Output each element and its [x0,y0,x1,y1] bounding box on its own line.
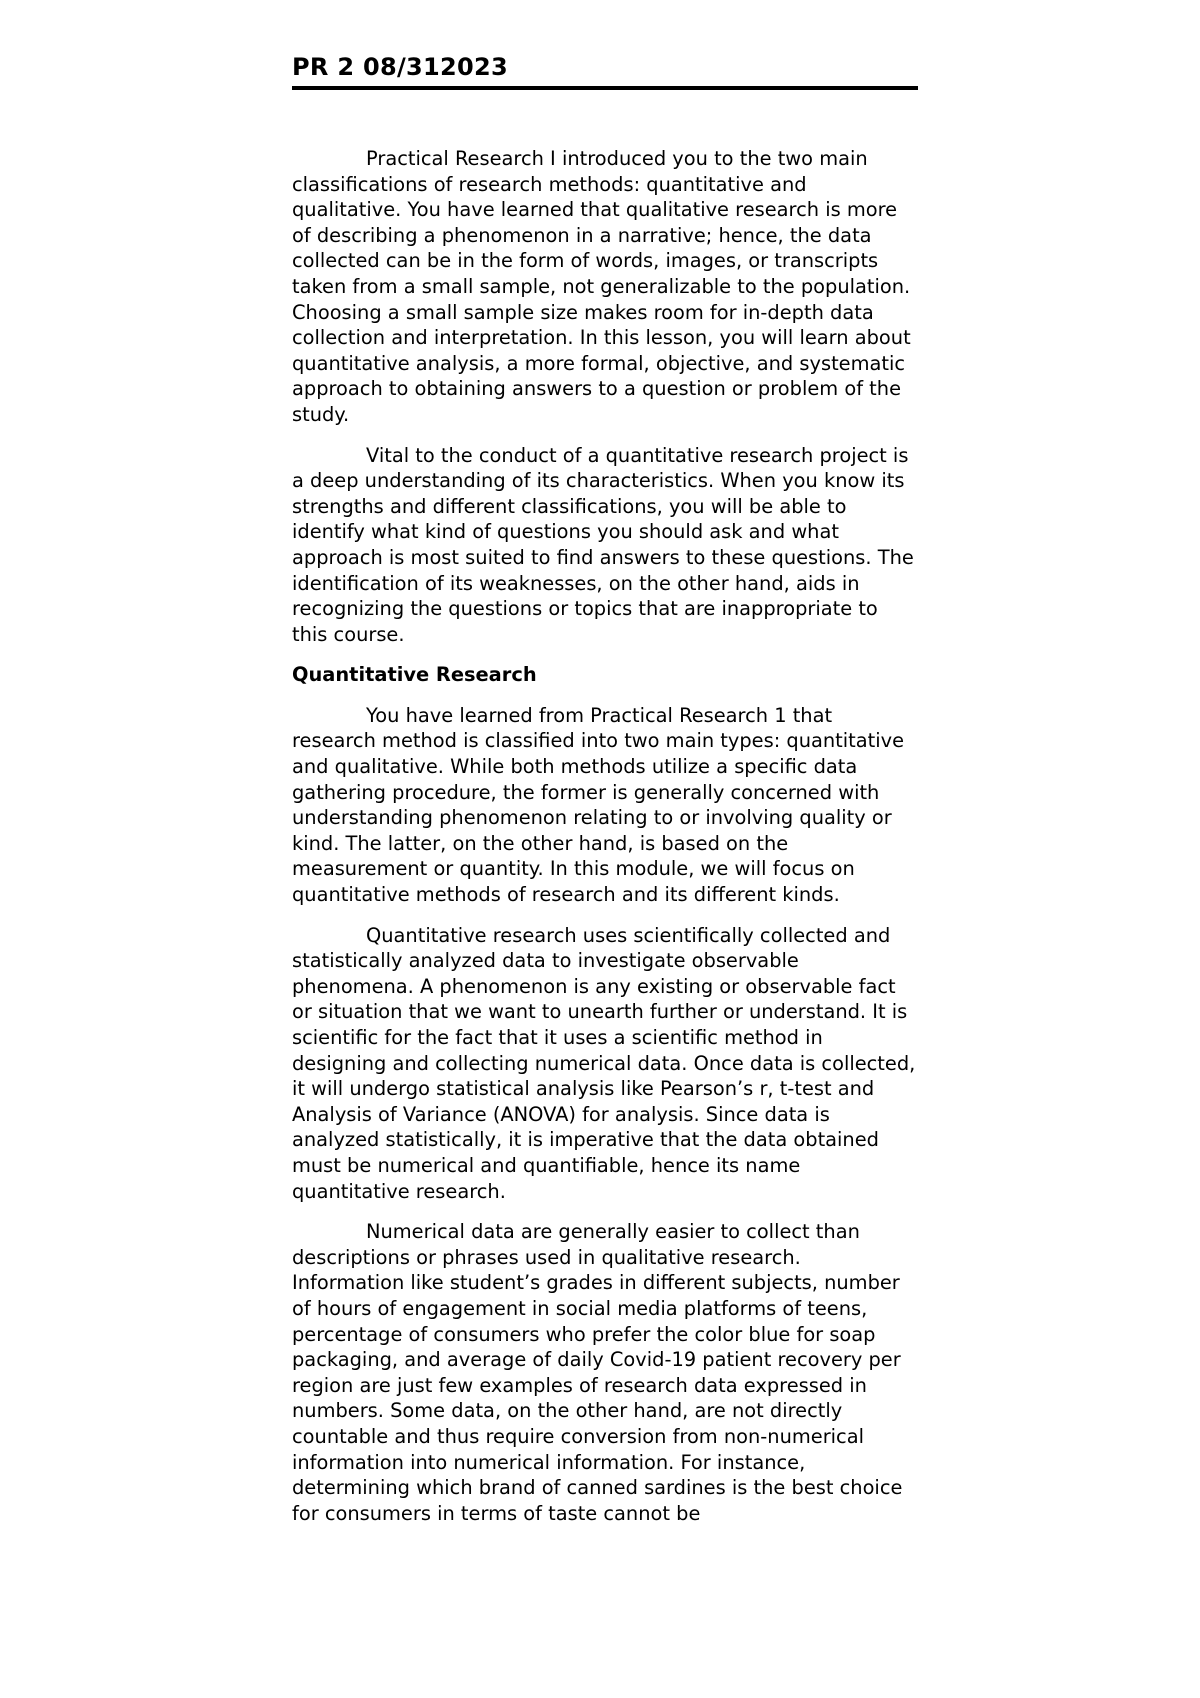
section-heading: Quantitative Research [292,663,537,687]
document-header-title: PR 2 08/312023 [292,50,918,90]
section-paragraph: Quantitative research uses scientifically collected and statistically analyzed data to investigate observable phenomena. A phenomenon is any existing or observable fact or situation that we want to unearth further or understand. It is scientific for the fact that it uses a scientific method in designing and collecting numerical data. Once data is collected, it will undergo statistical analysis like Pearson’s r, t-test and Analysis of Variance (ANOVA) for analysis. Since data is analyzed statistically, it is imperative that the data obtained must be numerical and quantifiable, hence its name quantitative research. [292,923,916,1203]
intro-paragraph: Practical Research I introduced you to the two main classifications of research methods: quantitative and qualitative. You have learned that qualitative research is more of describing a phenomenon in a narrative; hence, the data collected can be in the form of words, images, or transcripts taken from a small sample, not generalizable to the population. Choosing a small sample size makes room for in-depth data collection and interpretation. In this lesson, you will learn about quantitative analysis, a more formal, objective, and systematic approach to obtaining answers to a question or problem of the study. [292,147,911,426]
section-paragraph: You have learned from Practical Research 1 that research method is classified into two main types: quantitative and qualitative. While both methods utilize a specific data gathering procedure, the former is generally concerned with understanding phenomenon relating to or involving quality or kind. The latter, on the other hand, is based on the measurement or quantity. In this module, we will focus on quantitative methods of research and its different kinds. [292,703,905,907]
intro-paragraph: Vital to the conduct of a quantitative research project is a deep understanding of its characteristics. When you know its strengths and different classifications, you will be able to identify what kind of questions you should ask and what approach is most suited to find answers to these questions. The identification of its weaknesses, on the other hand, aids in recognizing the questions or topics that are inappropriate to this course. [292,443,914,646]
document-page [292,50,918,1541]
document-body [292,146,918,1526]
section-paragraph: Numerical data are generally easier to collect than descriptions or phrases used in qualitative research. Information like student’s grades in different subjects, number of hours of engagement in social media platforms of teens, percentage of consumers who prefer the color blue for soap packaging, and average of daily Covid-19 patient recovery per region are just few examples of research data expressed in numbers. Some data, on the other hand, are not directly countable and thus require conversion from non-numerical information into numerical information. For instance, determining which brand of canned sardines is the best choice for consumers in terms of taste cannot be [292,1220,903,1525]
